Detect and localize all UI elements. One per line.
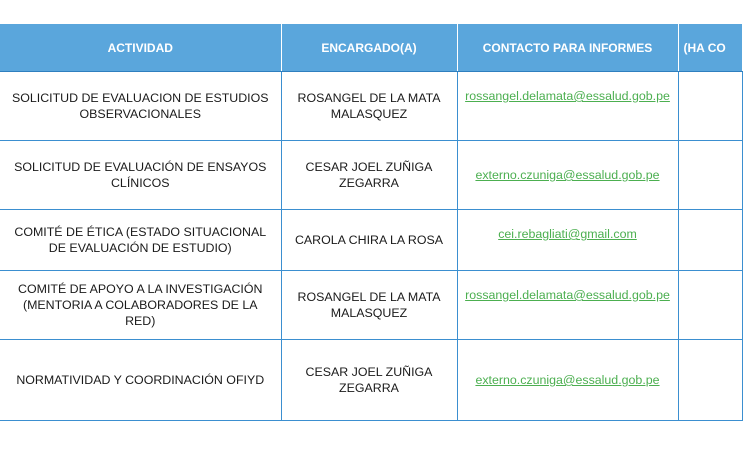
contact-email-link[interactable]: rossangel.delamata@essalud.gob.pe (457, 271, 678, 340)
table-row (0, 141, 742, 210)
actividad-cell: SOLICITUD DE EVALUACIÓN DE ENSAYOS CLÍNICOS (0, 141, 281, 210)
actividad-cell: NORMATIVIDAD Y COORDINACIÓN OFIYD (0, 340, 281, 421)
actividad-cell: SOLICITUD DE EVALUACION DE ESTUDIOS OBSERVACIONALES (0, 72, 281, 141)
contact-email-link[interactable]: cei.rebagliati@gmail.com (457, 210, 678, 271)
extra-cell (678, 72, 742, 141)
encargado-cell: ROSANGEL DE LA MATA MALASQUEZ (281, 72, 457, 141)
contact-email-link[interactable]: externo.czuniga@essalud.gob.pe (457, 141, 678, 210)
table-row (0, 340, 742, 421)
contact-email-link[interactable]: externo.czuniga@essalud.gob.pe (457, 340, 678, 421)
encargado-cell: CAROLA CHIRA LA ROSA (281, 210, 457, 271)
table-row (0, 271, 742, 340)
actividad-cell: COMITÉ DE APOYO A LA INVESTIGACIÓN (MENTORIA A COLABORADORES DE LA RED) (0, 271, 281, 340)
header-extra-clipped: (HA CO (678, 25, 742, 72)
extra-cell (678, 210, 742, 271)
header-encargado: ENCARGADO(A) (281, 25, 457, 72)
encargado-cell: CESAR JOEL ZUÑIGA ZEGARRA (281, 141, 457, 210)
contact-email-link[interactable]: rossangel.delamata@essalud.gob.pe (457, 72, 678, 141)
table-row (0, 72, 742, 141)
encargado-cell: CESAR JOEL ZUÑIGA ZEGARRA (281, 340, 457, 421)
table-header-row (0, 25, 742, 72)
actividad-cell: COMITÉ DE ÉTICA (ESTADO SITUACIONAL DE EVALUACIÓN DE ESTUDIO) (0, 210, 281, 271)
extra-cell (678, 340, 742, 421)
table-row (0, 210, 742, 271)
extra-cell (678, 271, 742, 340)
header-actividad: ACTIVIDAD (0, 25, 281, 72)
extra-cell (678, 141, 742, 210)
header-contacto: CONTACTO PARA INFORMES (457, 25, 678, 72)
contacts-table (0, 24, 743, 421)
encargado-cell: ROSANGEL DE LA MATA MALASQUEZ (281, 271, 457, 340)
